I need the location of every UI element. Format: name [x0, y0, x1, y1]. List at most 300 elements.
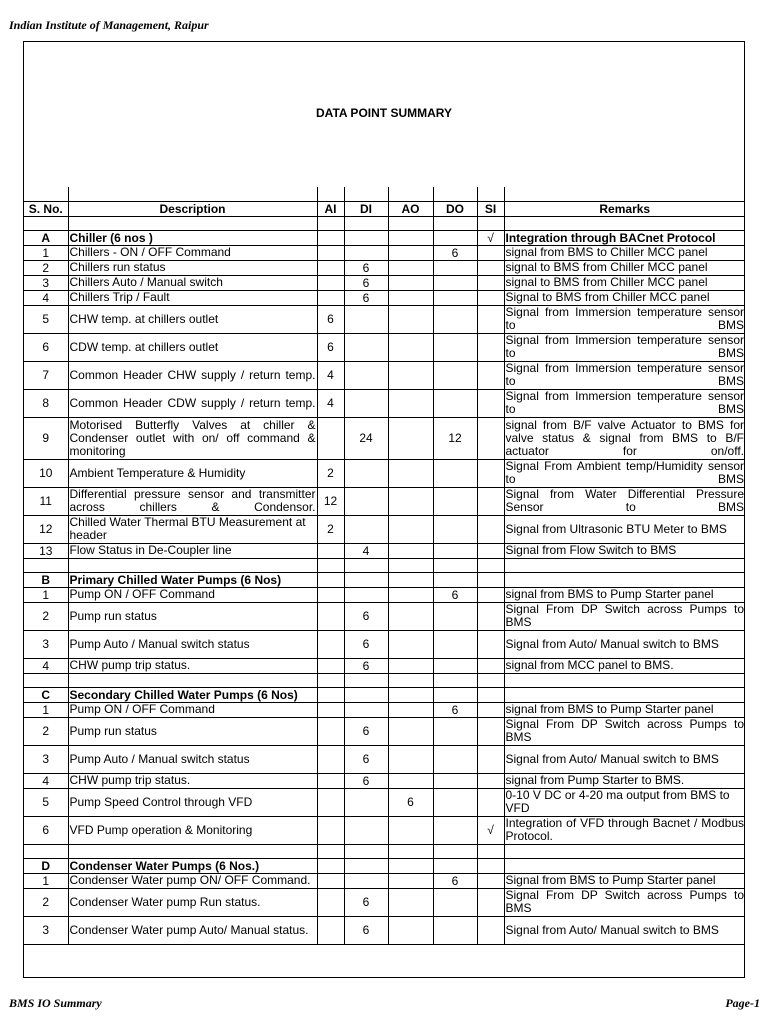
row-do	[433, 745, 477, 773]
row-sno: 2	[24, 717, 68, 745]
table-row	[24, 658, 745, 673]
row-si	[477, 260, 504, 275]
row-sno: 13	[24, 543, 68, 558]
row-remarks: Signal from Auto/ Manual switch to BMS	[504, 630, 745, 658]
row-ai: 6	[317, 305, 344, 333]
spacer-row	[24, 844, 745, 858]
row-description: Pump Auto / Manual switch status	[68, 745, 317, 773]
table-row	[24, 873, 745, 888]
row-si	[477, 543, 504, 558]
row-do	[433, 333, 477, 361]
row-remarks: Signal to BMS from Chiller MCC panel	[504, 290, 745, 305]
table-row	[24, 717, 745, 745]
row-si	[477, 459, 504, 487]
row-remarks: Signal From DP Switch across Pumps to BMS	[505, 888, 744, 915]
row-di	[344, 515, 388, 543]
section-id: A	[24, 230, 68, 245]
empty-cell	[433, 572, 477, 587]
spacer-row	[24, 673, 745, 687]
spacer-row	[24, 216, 745, 230]
row-sno: 12	[24, 515, 68, 543]
row-do	[433, 515, 477, 543]
row-ai	[317, 916, 344, 944]
row-di: 4	[344, 543, 388, 558]
row-do: 6	[433, 702, 477, 717]
row-ai	[317, 658, 344, 673]
row-ao	[388, 587, 433, 602]
row-di	[344, 305, 388, 333]
empty-cell	[388, 230, 433, 245]
row-ao	[388, 702, 433, 717]
row-description: Pump Speed Control through VFD	[68, 788, 317, 816]
row-do	[433, 389, 477, 417]
row-si	[477, 717, 504, 745]
empty-cell	[344, 687, 388, 702]
empty-cell	[388, 558, 433, 572]
empty-cell	[388, 687, 433, 702]
row-remarks: Integration of VFD through Bacnet / Modbus Protocol.	[505, 816, 744, 843]
row-do	[433, 543, 477, 558]
row-ai: 12	[317, 487, 344, 515]
row-ao	[388, 361, 433, 389]
row-description: Differential pressure sensor and transmitter across chillers & Condensor.	[69, 487, 316, 514]
spacer-row	[24, 558, 745, 572]
row-di: 6	[344, 916, 388, 944]
empty-cell	[68, 844, 317, 858]
empty-cell	[24, 558, 68, 572]
row-si	[477, 290, 504, 305]
row-ao	[388, 389, 433, 417]
table-row	[24, 459, 745, 487]
row-remarks: signal from BMS to Chiller MCC panel	[504, 245, 745, 260]
row-ao	[388, 543, 433, 558]
col-si-header: SI	[477, 201, 504, 216]
row-si	[477, 275, 504, 290]
row-remarks: Signal from Immersion temperature sensor to BMS	[505, 305, 744, 332]
row-ai	[317, 417, 344, 459]
row-si	[477, 658, 504, 673]
row-description: CHW pump trip status.	[68, 658, 317, 673]
section-id: C	[24, 687, 68, 702]
row-si	[477, 745, 504, 773]
row-ao	[388, 305, 433, 333]
row-sno: 3	[24, 275, 68, 290]
row-sno: 4	[24, 658, 68, 673]
row-description: Chillers Trip / Fault	[68, 290, 317, 305]
row-si	[477, 515, 504, 543]
col-description-header: Description	[68, 201, 317, 216]
row-ai	[317, 290, 344, 305]
row-ai: 4	[317, 361, 344, 389]
table-row	[24, 305, 745, 333]
row-di	[344, 816, 388, 844]
empty-cell	[344, 558, 388, 572]
row-description: Chilled Water Thermal BTU Measurement at header	[68, 515, 317, 543]
row-remarks: 0-10 V DC or 4-20 ma output from BMS to VFD	[504, 788, 745, 816]
empty-cell	[504, 844, 745, 858]
row-ai	[317, 773, 344, 788]
row-description: Ambient Temperature & Humidity	[68, 459, 317, 487]
section-title: Condenser Water Pumps (6 Nos.)	[68, 858, 317, 873]
row-do: 6	[433, 245, 477, 260]
row-do	[433, 305, 477, 333]
row-si	[477, 788, 504, 816]
row-description: CHW temp. at chillers outlet	[68, 305, 317, 333]
row-do	[433, 658, 477, 673]
empty-cell	[344, 844, 388, 858]
table-row	[24, 788, 745, 816]
empty-cell	[317, 558, 344, 572]
row-do	[433, 630, 477, 658]
row-sno: 1	[24, 587, 68, 602]
data-point-table	[24, 187, 745, 945]
section-remarks	[504, 572, 745, 587]
row-di: 6	[344, 658, 388, 673]
row-si	[477, 602, 504, 630]
col-sno-header: S. No.	[24, 201, 68, 216]
table-row	[24, 389, 745, 417]
row-do	[433, 361, 477, 389]
empty-cell	[344, 572, 388, 587]
row-ao	[388, 873, 433, 888]
section-remarks	[504, 858, 745, 873]
section-title: Chiller (6 nos )	[68, 230, 317, 245]
section-remarks: Integration through BACnet Protocol	[504, 230, 745, 245]
row-description: CHW pump trip status.	[68, 773, 317, 788]
row-sno: 6	[24, 816, 68, 844]
row-do	[433, 717, 477, 745]
row-sno: 9	[24, 417, 68, 459]
row-do	[433, 290, 477, 305]
row-si	[477, 702, 504, 717]
row-ao	[388, 245, 433, 260]
empty-cell	[317, 687, 344, 702]
empty-cell	[344, 216, 388, 230]
row-description: Condenser Water pump Run status.	[68, 888, 317, 916]
row-ai: 2	[317, 515, 344, 543]
col-remarks-header: Remarks	[504, 201, 745, 216]
row-di: 6	[344, 275, 388, 290]
empty-cell	[504, 558, 745, 572]
row-ao	[388, 630, 433, 658]
row-description: Common Header CHW supply / return temp.	[68, 361, 317, 389]
section-si	[477, 572, 504, 587]
row-do	[433, 916, 477, 944]
table-row	[24, 487, 745, 515]
row-ao	[388, 459, 433, 487]
row-remarks: signal to BMS from Chiller MCC panel	[504, 260, 745, 275]
col-do-header: DO	[433, 201, 477, 216]
empty-cell	[388, 858, 433, 873]
empty-cell	[388, 844, 433, 858]
row-description: CDW temp. at chillers outlet	[68, 333, 317, 361]
empty-cell	[68, 216, 317, 230]
empty-cell	[24, 673, 68, 687]
empty-cell	[317, 572, 344, 587]
row-sno: 3	[24, 630, 68, 658]
table-row	[24, 773, 745, 788]
row-sno: 6	[24, 333, 68, 361]
row-ai	[317, 630, 344, 658]
table-row	[24, 515, 745, 543]
row-ai	[317, 816, 344, 844]
section-title: Secondary Chilled Water Pumps (6 Nos)	[68, 687, 317, 702]
empty-cell	[344, 858, 388, 873]
row-di: 6	[344, 290, 388, 305]
row-ai: 6	[317, 333, 344, 361]
row-description: Motorised Butterfly Valves at chiller & Condenser outlet with on/ off command & monitoring	[69, 417, 316, 458]
row-ao	[388, 602, 433, 630]
table-row	[24, 888, 745, 916]
row-ai	[317, 587, 344, 602]
row-do: 6	[433, 873, 477, 888]
row-description: Common Header CDW supply / return temp.	[68, 389, 317, 417]
section-header-row	[24, 572, 745, 587]
row-ao	[388, 333, 433, 361]
row-do	[433, 888, 477, 916]
empty-cell	[433, 687, 477, 702]
row-si	[477, 333, 504, 361]
row-description: Condenser Water pump Auto/ Manual status.	[68, 916, 317, 944]
row-sno: 3	[24, 916, 68, 944]
row-remarks: Signal From Ambient temp/Humidity sensor to BMS	[505, 459, 744, 486]
empty-cell	[388, 673, 433, 687]
row-di	[344, 333, 388, 361]
row-description: Condenser Water pump ON/ OFF Command.	[68, 873, 317, 888]
empty-cell	[68, 558, 317, 572]
row-ai: 4	[317, 389, 344, 417]
row-description: Chillers run status	[68, 260, 317, 275]
row-ao	[388, 888, 433, 916]
row-ai	[317, 260, 344, 275]
table-row	[24, 543, 745, 558]
table-row	[24, 916, 745, 944]
row-remarks: Signal from Immersion temperature sensor to BMS	[505, 333, 744, 360]
row-do	[433, 459, 477, 487]
row-ai	[317, 873, 344, 888]
table-row	[24, 260, 745, 275]
row-do	[433, 602, 477, 630]
row-di	[344, 788, 388, 816]
empty-cell	[477, 673, 504, 687]
section-header-row	[24, 230, 745, 245]
table-row	[24, 602, 745, 630]
row-remarks: Signal from Flow Switch to BMS	[504, 543, 745, 558]
row-si	[477, 389, 504, 417]
institute-header: Indian Institute of Management, Raipur	[9, 18, 209, 32]
row-ao	[388, 275, 433, 290]
section-si	[477, 687, 504, 702]
section-id: D	[24, 858, 68, 873]
row-remarks: signal from BMS to Pump Starter panel	[504, 587, 745, 602]
row-ai	[317, 745, 344, 773]
row-description: Pump run status	[68, 602, 317, 630]
row-ao	[388, 417, 433, 459]
row-sno: 1	[24, 702, 68, 717]
empty-cell	[433, 844, 477, 858]
empty-cell	[433, 673, 477, 687]
row-ai	[317, 275, 344, 290]
row-ao	[388, 260, 433, 275]
empty-cell	[388, 572, 433, 587]
row-sno: 4	[24, 290, 68, 305]
row-remarks: Signal from Immersion temperature sensor to BMS	[505, 389, 744, 416]
row-ao	[388, 515, 433, 543]
row-description: Pump ON / OFF Command	[68, 587, 317, 602]
row-do	[433, 487, 477, 515]
row-di: 6	[344, 260, 388, 275]
row-do	[433, 816, 477, 844]
row-si	[477, 773, 504, 788]
row-di	[344, 389, 388, 417]
header-row	[24, 201, 745, 216]
row-ao	[388, 717, 433, 745]
table-row	[24, 745, 745, 773]
table-row	[24, 275, 745, 290]
empty-cell	[344, 673, 388, 687]
row-description: Pump run status	[68, 717, 317, 745]
row-remarks: Signal From DP Switch across Pumps to BMS	[505, 717, 744, 744]
empty-cell	[433, 558, 477, 572]
row-sno: 2	[24, 602, 68, 630]
data-point-summary-sheet	[23, 41, 745, 978]
empty-cell	[477, 216, 504, 230]
empty-cell	[388, 216, 433, 230]
table-row	[24, 333, 745, 361]
table-row	[24, 702, 745, 717]
row-description: Pump ON / OFF Command	[68, 702, 317, 717]
row-remarks: signal to BMS from Chiller MCC panel	[504, 275, 745, 290]
row-sno: 1	[24, 245, 68, 260]
empty-cell	[317, 858, 344, 873]
row-si	[477, 487, 504, 515]
row-si	[477, 587, 504, 602]
empty-cell	[504, 673, 745, 687]
section-header-row	[24, 858, 745, 873]
row-si	[477, 245, 504, 260]
row-sno: 11	[24, 487, 68, 515]
empty-cell	[317, 230, 344, 245]
section-remarks	[504, 687, 745, 702]
empty-cell	[24, 216, 68, 230]
row-di: 6	[344, 745, 388, 773]
row-remarks: signal from MCC panel to BMS.	[504, 658, 745, 673]
row-di	[344, 361, 388, 389]
row-do	[433, 275, 477, 290]
table-row	[24, 630, 745, 658]
empty-cell	[433, 230, 477, 245]
row-sno: 4	[24, 773, 68, 788]
section-header-row	[24, 687, 745, 702]
table-row	[24, 290, 745, 305]
row-remarks: Signal from Ultrasonic BTU Meter to BMS	[504, 515, 745, 543]
row-do	[433, 260, 477, 275]
row-si	[477, 361, 504, 389]
row-si	[477, 630, 504, 658]
row-do: 12	[433, 417, 477, 459]
row-di: 6	[344, 630, 388, 658]
empty-cell	[317, 673, 344, 687]
table-row	[24, 816, 745, 844]
row-remarks: Signal from Auto/ Manual switch to BMS	[504, 745, 745, 773]
row-di: 6	[344, 888, 388, 916]
row-remarks: Signal from BMS to Pump Starter panel	[504, 873, 745, 888]
section-title: Primary Chilled Water Pumps (6 Nos)	[68, 572, 317, 587]
row-description: Chillers Auto / Manual switch	[68, 275, 317, 290]
row-di: 6	[344, 602, 388, 630]
row-do: 6	[433, 587, 477, 602]
row-remarks: signal from B/F valve Actuator to BMS for valve status & signal from BMS to B/F actuator for on/off.	[505, 417, 744, 458]
empty-cell	[24, 844, 68, 858]
row-si	[477, 888, 504, 916]
row-di	[344, 459, 388, 487]
row-ai	[317, 717, 344, 745]
section-si	[477, 858, 504, 873]
table-row	[24, 361, 745, 389]
table-row	[24, 587, 745, 602]
row-di	[344, 702, 388, 717]
row-ai	[317, 702, 344, 717]
empty-cell	[504, 216, 745, 230]
empty-cell	[433, 216, 477, 230]
row-ai	[317, 602, 344, 630]
row-di	[344, 587, 388, 602]
row-sno: 3	[24, 745, 68, 773]
empty-cell	[317, 844, 344, 858]
row-sno: 7	[24, 361, 68, 389]
row-di	[344, 245, 388, 260]
row-ao	[388, 773, 433, 788]
row-sno: 1	[24, 873, 68, 888]
row-remarks: Signal from Water Differential Pressure Sensor to BMS	[505, 487, 744, 514]
row-si	[477, 873, 504, 888]
row-sno: 5	[24, 305, 68, 333]
col-ai-header: AI	[317, 201, 344, 216]
row-ai	[317, 888, 344, 916]
row-remarks: Signal From DP Switch across Pumps to BMS	[505, 602, 744, 629]
row-di: 6	[344, 773, 388, 788]
row-ai	[317, 788, 344, 816]
row-di: 6	[344, 717, 388, 745]
empty-cell	[68, 673, 317, 687]
row-sno: 8	[24, 389, 68, 417]
row-ao	[388, 487, 433, 515]
row-do	[433, 788, 477, 816]
row-di	[344, 487, 388, 515]
row-ao	[388, 916, 433, 944]
row-si	[477, 417, 504, 459]
row-remarks: signal from Pump Starter to BMS.	[504, 773, 745, 788]
row-description: Pump Auto / Manual switch status	[68, 630, 317, 658]
footer-page-number: Page-1	[725, 996, 760, 1010]
table-body	[24, 187, 745, 944]
row-description: Flow Status in De-Coupler line	[68, 543, 317, 558]
row-ai: 2	[317, 459, 344, 487]
row-sno: 10	[24, 459, 68, 487]
row-remarks: signal from BMS to Pump Starter panel	[504, 702, 745, 717]
footer-doc-name: BMS IO Summary	[9, 996, 102, 1010]
row-ao: 6	[388, 788, 433, 816]
row-description: Chillers - ON / OFF Command	[68, 245, 317, 260]
row-ao	[388, 745, 433, 773]
row-ao	[388, 658, 433, 673]
empty-cell	[477, 844, 504, 858]
blank-row	[24, 187, 745, 201]
row-si: √	[477, 816, 504, 844]
row-di: 24	[344, 417, 388, 459]
row-sno: 2	[24, 888, 68, 916]
table-row	[24, 245, 745, 260]
